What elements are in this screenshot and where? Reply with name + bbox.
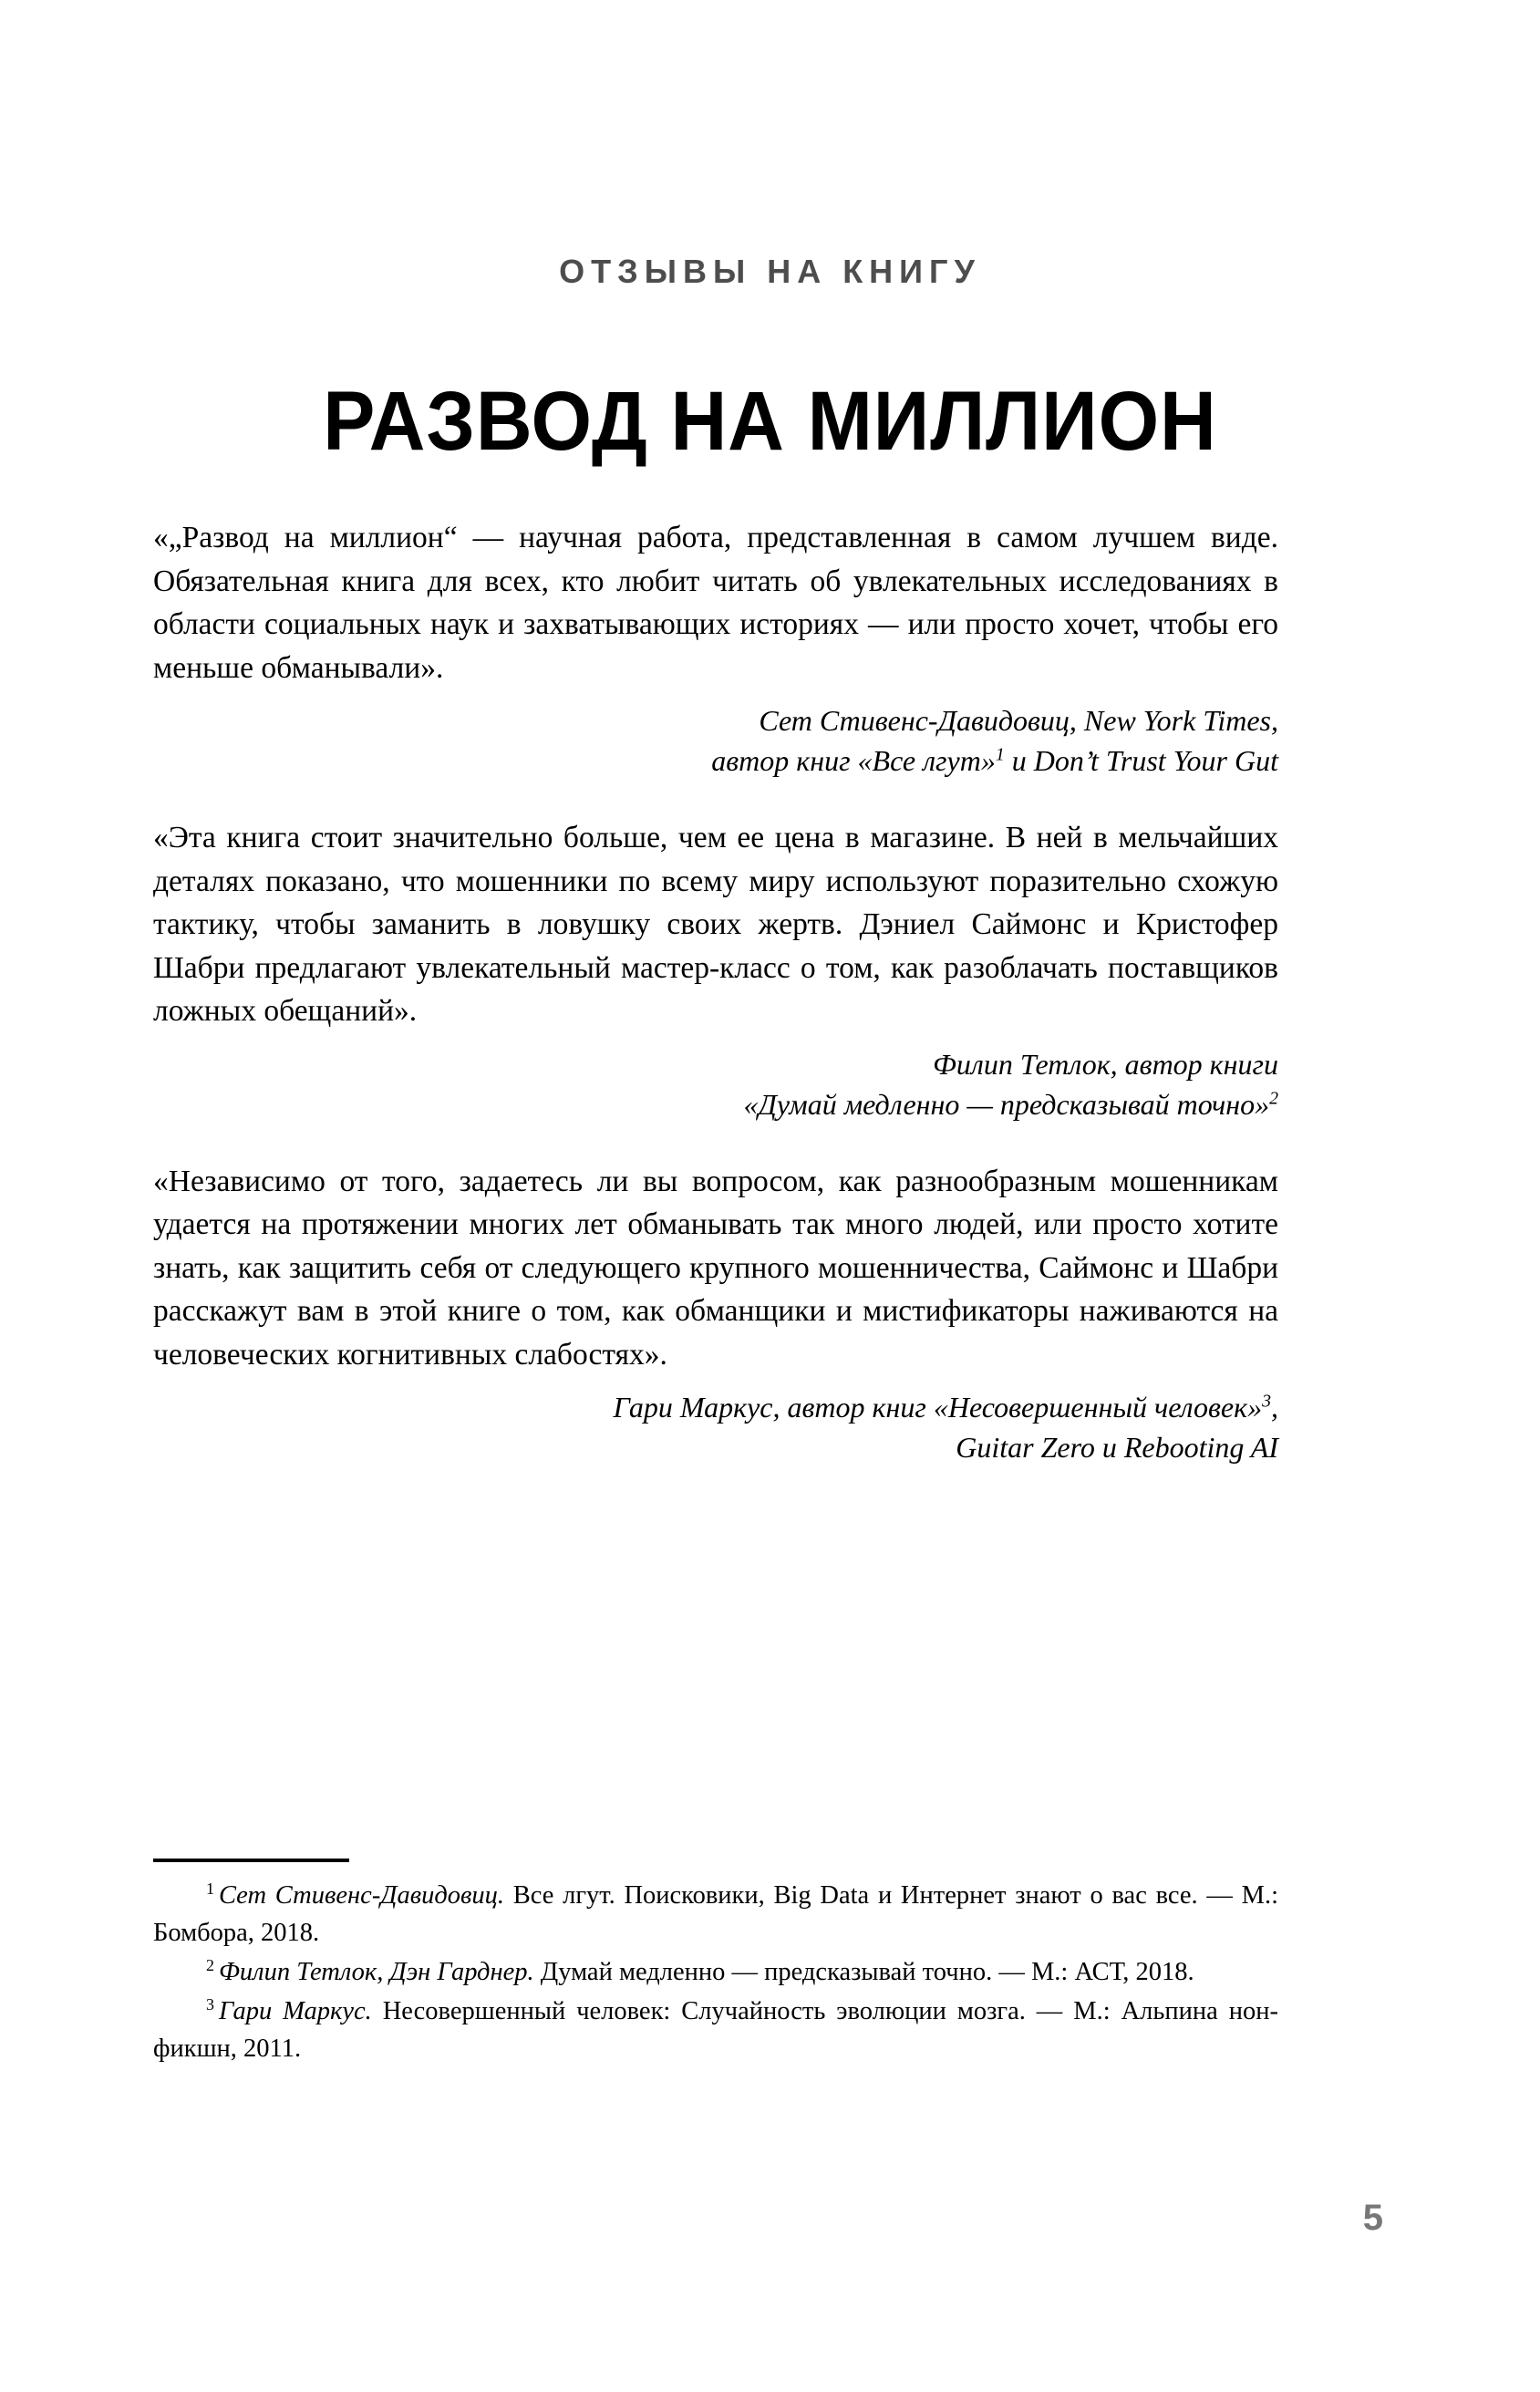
page-title: РАЗВОД НА МИЛЛИОН — [323, 374, 1217, 468]
review-quote: «„Развод на миллион“ — научная работа, представленная в самом лучшем виде. Обязательная книга для всех, кто любит читать об увлекательных исследованиях в области социальных наук и захватывающих историях — или просто хочет, чтобы его меньше обманывали». — [153, 521, 1278, 685]
review-quote: «Эта книга стоит значительно больше, чем ее цена в магазине. В ней в мельчайших деталях показано, что мошенники по всему миру используют поразительно схожую тактику, чтобы заманить в ловушку своих жертв. Дэниел Саймонс и Кристофер Шабри предлагают увлекательный мастер-класс о том, как разоблачать поставщиков ложных обещаний». — [153, 821, 1278, 1028]
attribution-line — [153, 740, 1278, 781]
footnote-ref[interactable]: 1 — [995, 744, 1005, 765]
footnote-ref[interactable]: 2 — [1269, 1087, 1278, 1108]
attribution-text: «Думай медленно — предсказывай точно» — [743, 1087, 1270, 1121]
footnote-source: Сет Стивенс-Давидовиц. — [218, 1881, 504, 1910]
attribution-text: , — [1271, 1391, 1278, 1424]
footnote-separator — [153, 1859, 349, 1862]
page-kicker: ОТЗЫВЫ НА КНИГУ — [559, 253, 981, 290]
footnote-marker: 1 — [206, 1879, 214, 1898]
footnote-text: Думай медленно — предсказывай точно. — М.: АСТ, 2018. — [533, 1958, 1194, 1986]
footnote-marker: 2 — [206, 1955, 214, 1974]
review-quote: «Независимо от того, задаетесь ли вы вопросом, как разнообразным мошенникам удается на протяжении многих лет обманывать так много людей, или просто хотите знать, как защитить себя от следующего крупного мошенничества, Саймонс и Шабри расскажут вам в этой книге о том, как обманщики и мистификаторы наживаются на человеческих когнитивных слабостях». — [153, 1164, 1278, 1372]
footnote-text: Несовершенный человек: Случайность эволюции мозга. — М.: Альпина нон-фикшн, 2011. — [153, 1997, 1278, 2063]
attribution-line: Guitar Zero и Rebooting AI — [956, 1431, 1278, 1464]
attribution-line — [153, 1387, 1278, 1427]
review-attribution — [153, 1387, 1278, 1467]
attribution-text: Гари Маркус, автор книг «Несовершенный человек» — [613, 1391, 1263, 1424]
attribution-line: Филип Тетлок, автор книги — [933, 1047, 1278, 1081]
footnotes-section — [153, 1859, 1278, 2069]
page-number: 5 — [1362, 2198, 1383, 2238]
attribution-text: и Don’t Trust Your Gut — [1004, 744, 1278, 777]
review-attribution — [153, 700, 1278, 781]
footnote-source: Филип Тетлок, Дэн Гарднер. — [218, 1958, 534, 1986]
attribution-text: автор книг «Все лгут» — [711, 744, 996, 777]
footnote-ref[interactable]: 3 — [1262, 1391, 1271, 1412]
attribution-line — [153, 1084, 1278, 1124]
footnote-text: Все лгут. Поисковики, Big Data и Интернет знают о вас все. — М.: Бомбора, 2018. — [153, 1881, 1278, 1947]
footnote-item — [153, 1877, 1278, 1952]
footnote-marker: 3 — [206, 1994, 214, 2014]
footnote-item — [153, 1953, 1278, 1991]
footnote-source: Гари Маркус. — [218, 1997, 372, 2025]
attribution-line: Сет Стивенс-Давидовиц, New York Times, — [759, 704, 1278, 737]
review-attribution — [153, 1044, 1278, 1124]
reviews-container — [153, 516, 1278, 1467]
footnote-item — [153, 1993, 1278, 2067]
